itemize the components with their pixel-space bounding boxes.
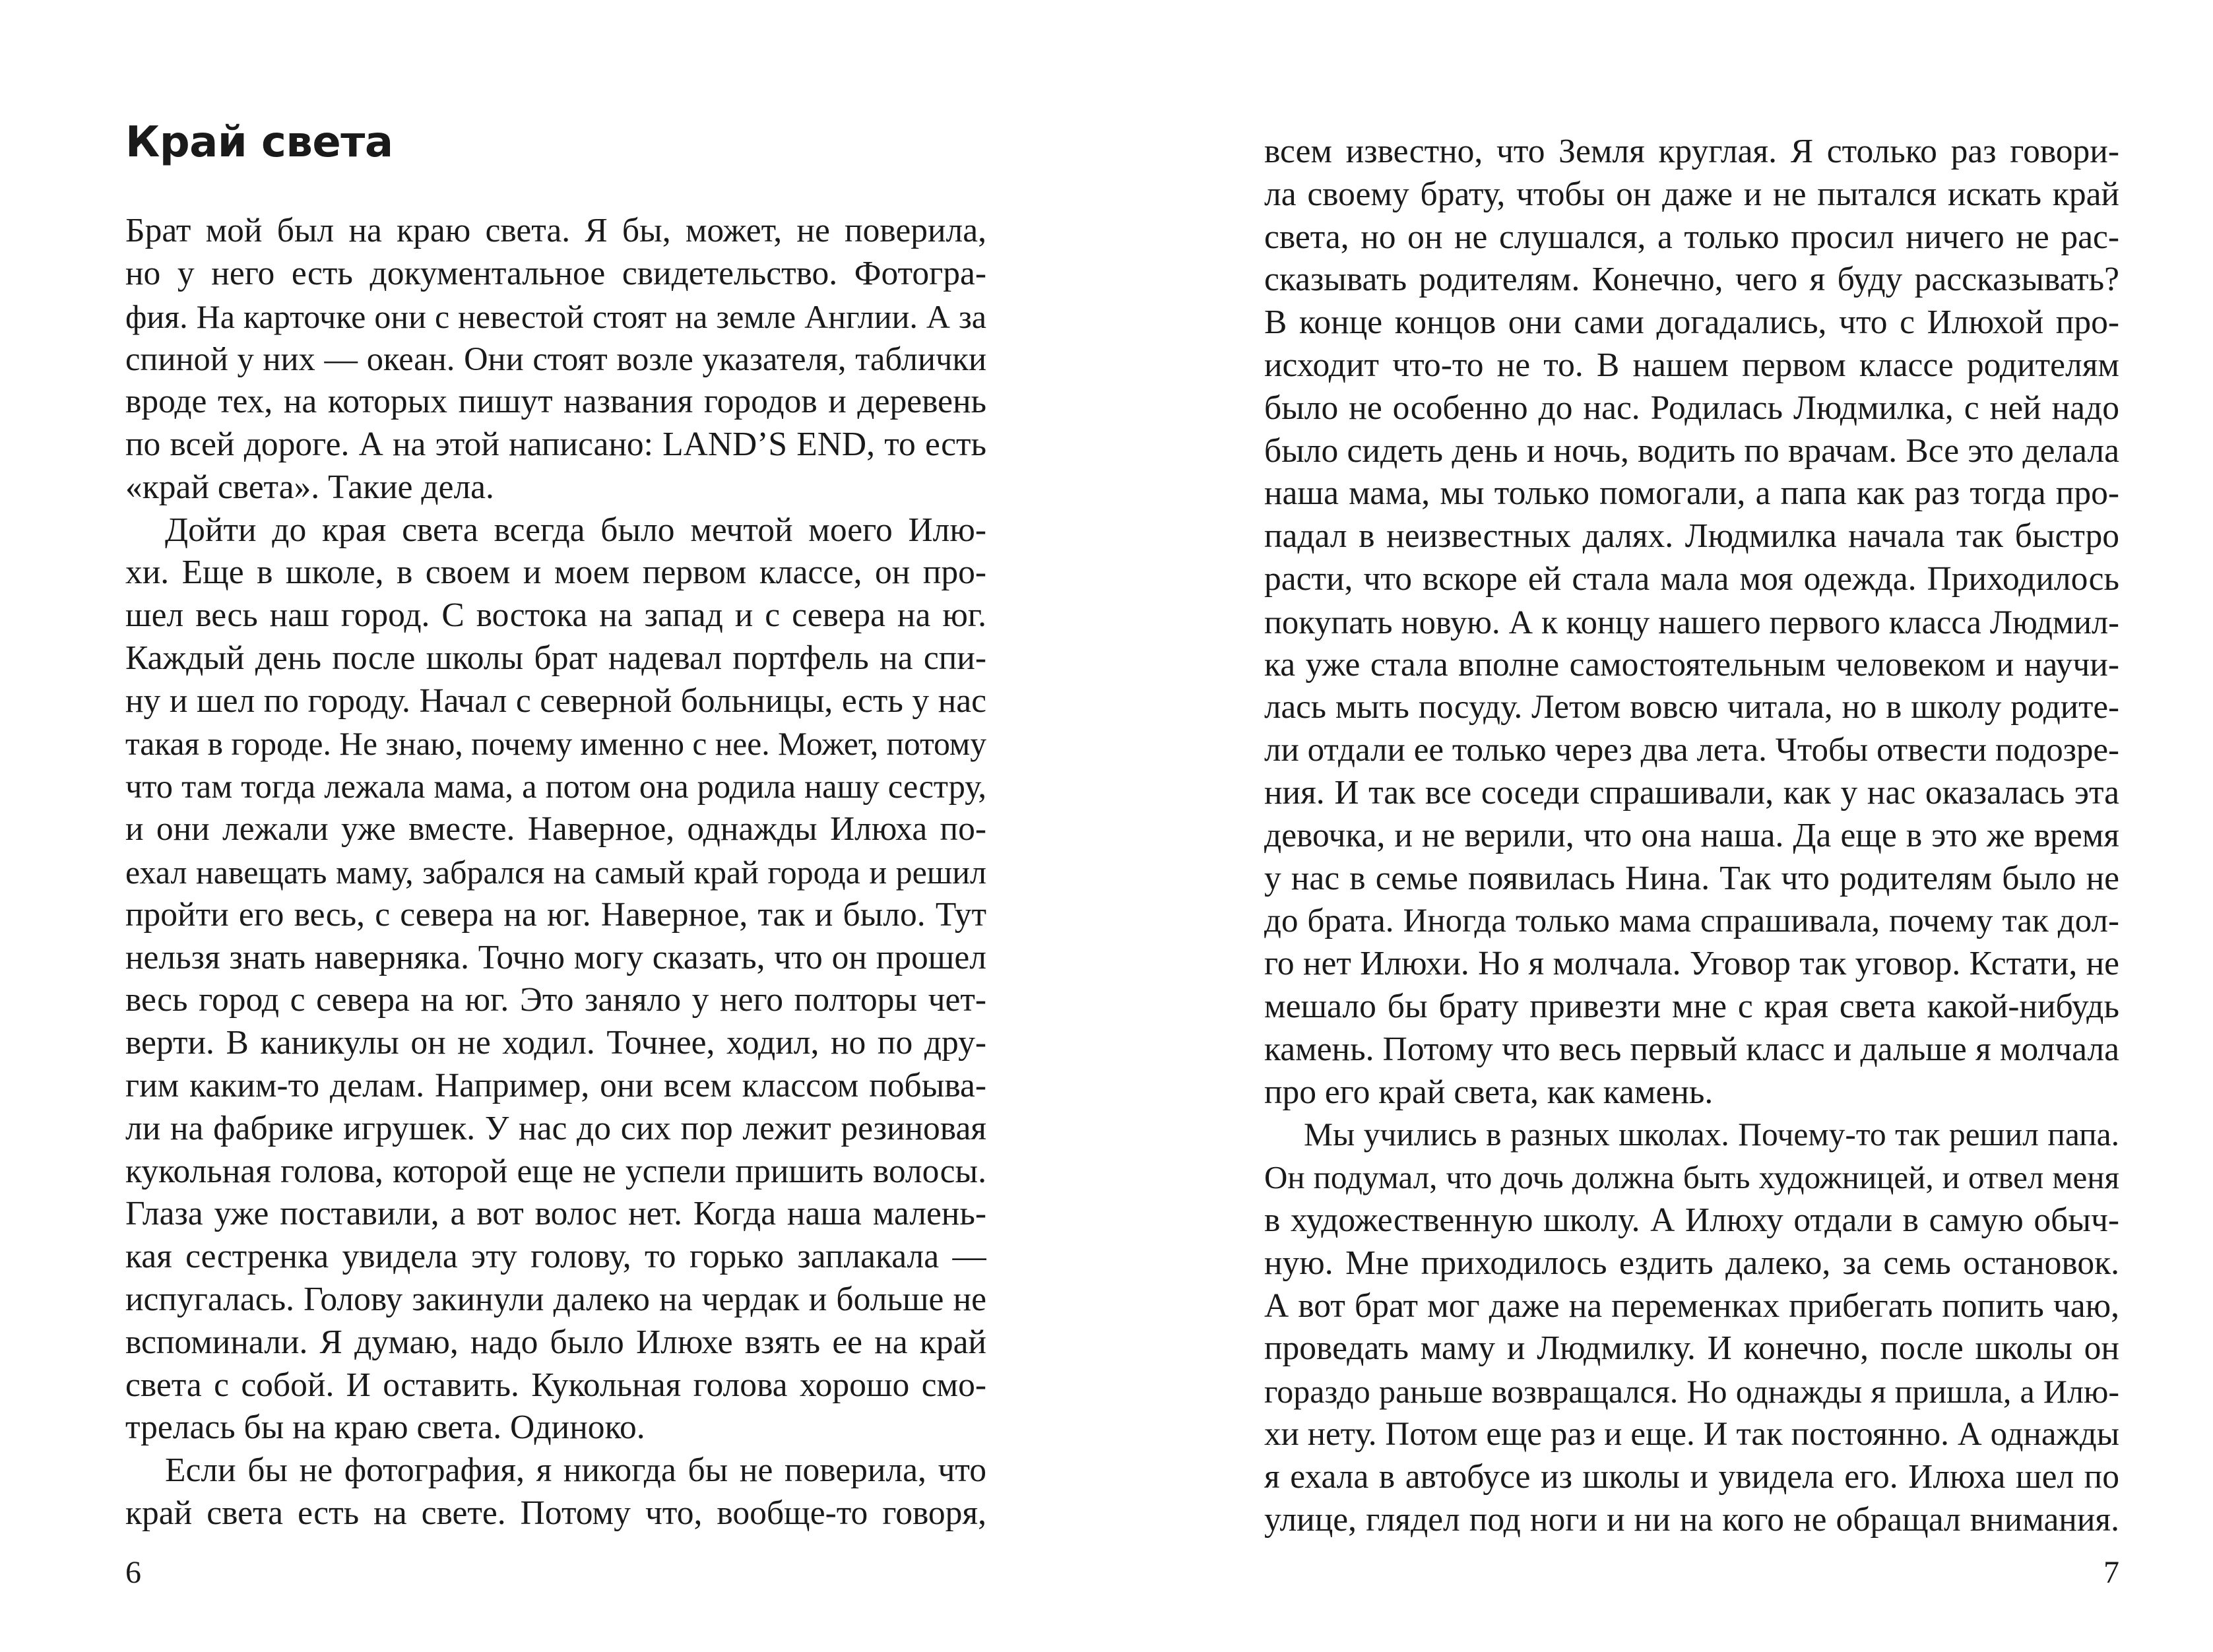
text-line: ли на фабрике игрушек. У нас до сих пор лежит резиновая (125, 1109, 986, 1147)
text-line: Дойти до края света всегда было мечтой моего Илю- (165, 511, 986, 549)
text-line: света, но он не слушался, а только просил ничего не рас- (1264, 218, 2119, 256)
text-line: ка уже стала вполне самостоятельным человеком и научи- (1264, 645, 2119, 683)
text-line: хи нету. Потом еще раз и еще. И так постоянно. А однажды (1264, 1415, 2119, 1453)
right-page (1106, 0, 2213, 1652)
text-line: Он подумал, что дочь должна быть художницей, и отвел меня (1264, 1159, 2119, 1196)
page-number: 6 (125, 1555, 141, 1590)
text-line: но у него есть документальное свидетельство. Фотогра- (125, 254, 986, 292)
text-line: ную. Мне приходилось ездить далеко, за семь остановок. (1264, 1244, 2119, 1282)
page-number: 7 (2103, 1555, 2119, 1590)
text-line: Брат мой был на краю света. Я бы, может, не поверила, (125, 212, 986, 249)
text-line: покупать новую. А к концу нашего первого класса Людмил- (1264, 603, 2119, 641)
text-line: спиной у них — океан. Они стоят возле указателя, таблички (125, 340, 986, 378)
text-line: расти, что вскоре ей стала мала моя одежда. Приходилось (1264, 559, 2119, 598)
text-line: падал в неизвестных далях. Людмилка начала так быстро (1264, 517, 2119, 556)
text-line: было не особенно до нас. Родилась Людмилка, с ней надо (1264, 389, 2119, 427)
text-line: Каждый день после школы брат надевал портфель на спи- (125, 639, 986, 677)
text-line: В конце концов они сами догадались, что с Илюхой про- (1264, 303, 2119, 342)
text-line: я ехала в автобусе из школы и увидела его. Илюха шел по (1264, 1457, 2119, 1496)
text-line: было сидеть день и ночь, водить по врачам. Все это делала (1264, 431, 2119, 470)
text-line: испугалась. Голову закинули далеко на чердак и больше не (125, 1280, 986, 1318)
text-line: кая сестренка увидела эту голову, то горько заплакала — (125, 1238, 986, 1276)
text-line: край света есть на свете. Потому что, вообще-то говоря, (125, 1494, 986, 1532)
text-line: весь город с севера на юг. Это заняло у него полторы чет- (125, 981, 986, 1019)
text-line: вроде тех, на которых пишут названия городов и деревень (125, 383, 986, 421)
text-line: девочка, и не верили, что она наша. Да еще в это же время (1264, 816, 2119, 854)
text-line: света с собой. И оставить. Кукольная голова хорошо смо- (125, 1366, 986, 1404)
text-line: лась мыть посуду. Летом вовсю читала, но в школу родите- (1264, 689, 2119, 726)
text-line: гораздо раньше возвращался. Но однажды я пришла, а Илю- (1264, 1373, 2119, 1411)
text-line: сказывать родителям. Конечно, чего я буду рассказывать? (1264, 261, 2119, 299)
text-line: пройти его весь, с севера на юг. Наверное, так и было. Тут (125, 895, 986, 934)
text-line: по всей дороге. А на этой написано: LAND’S END, то есть (125, 425, 986, 463)
text-line: верти. В каникулы он не ходил. Точнее, ходил, но по дру- (125, 1024, 986, 1062)
text-line: фия. На карточке они с невестой стоят на земле Англии. А за (125, 298, 986, 335)
text-line: проведать маму и Людмилку. И конечно, после школы он (1264, 1329, 2119, 1368)
left-page-text (125, 210, 986, 1535)
text-line: про его край света, как камень. (1264, 1073, 1714, 1111)
text-line: вспоминали. Я думаю, надо было Илюхе взять ее на край (125, 1323, 986, 1361)
text-line: гим каким-то делам. Например, они всем классом побыва- (125, 1066, 986, 1104)
text-line: ну и шел по городу. Начал с северной больницы, есть у нас (125, 682, 986, 720)
text-line: мешало бы брату привезти мне с края света какой-нибудь (1264, 987, 2119, 1025)
text-line: го нет Илюхи. Но я молчала. Уговор так уговор. Кстати, не (1264, 945, 2119, 983)
text-line: кукольная голова, которой еще не успели пришить волосы. (125, 1152, 986, 1190)
text-line: Глаза уже поставили, а вот волос нет. Когда наша малень- (125, 1195, 986, 1233)
text-line: ния. И так все соседи спрашивали, как у нас оказалась эта (1264, 773, 2119, 811)
text-line: улице, глядел под ноги и ни на кого не обращал внимания. (1264, 1500, 2119, 1539)
text-line: в художественную школу. А Илюху отдали в самую обыч- (1264, 1201, 2119, 1239)
text-line: у нас в семье появилась Нина. Так что родителям было не (1264, 859, 2119, 897)
text-line: нельзя знать наверняка. Точно могу сказать, что он прошел (125, 938, 986, 976)
text-line: шел весь наш город. С востока на запад и с севера на юг. (125, 596, 986, 635)
text-line: трелась бы на краю света. Одиноко. (125, 1409, 645, 1447)
text-line: А вот брат мог даже на переменках прибегать попить чаю, (1264, 1287, 2119, 1325)
text-line: всем известно, что Земля круглая. Я столько раз говори- (1264, 133, 2119, 170)
text-line: наша мама, мы только помогали, а папа как раз тогда про- (1264, 474, 2119, 513)
left-page (0, 0, 1106, 1652)
text-line: и они лежали уже вместе. Наверное, однажды Илюха по- (125, 810, 986, 848)
text-line: исходит что-то не то. В нашем первом классе родителям (1264, 346, 2119, 384)
text-line: «край света». Такие дела. (125, 468, 494, 506)
text-line: камень. Потому что весь первый класс и дальше я молчала (1264, 1030, 2119, 1068)
text-line: такая в городе. Не знаю, почему именно с нее. Может, потому (125, 725, 986, 762)
chapter-title: Край света (125, 118, 393, 167)
text-line: до брата. Иногда только мама спрашивала, почему так дол- (1264, 903, 2119, 940)
text-line: Если бы не фотография, я никогда бы не поверила, что (165, 1451, 986, 1490)
text-line: что там тогда лежала мама, а потом она родила нашу сестру, (125, 768, 986, 806)
text-line: ли отдали ее только через два лета. Чтобы отвести подозре- (1264, 732, 2119, 769)
text-line: ехал навещать маму, забрался на самый край города и решил (125, 853, 986, 891)
text-line: Мы учились в разных школах. Почему-то так решил папа. (1304, 1116, 2119, 1153)
text-line: ла своему брату, чтобы он даже и не пытался искать край (1264, 175, 2119, 213)
text-line: хи. Еще в школе, в своем и моем первом классе, он про- (125, 554, 986, 592)
right-page-text (1264, 131, 2119, 1541)
